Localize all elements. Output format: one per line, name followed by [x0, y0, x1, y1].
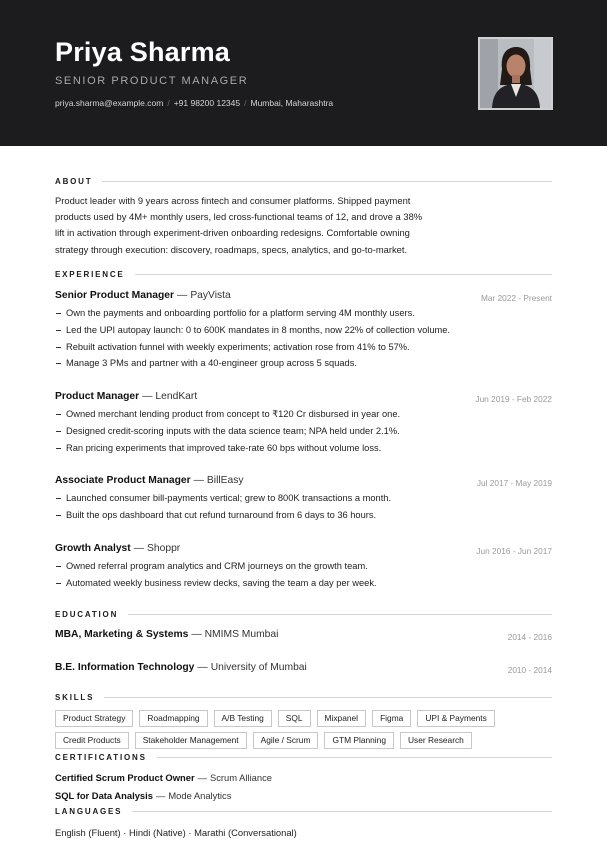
job-company: LendKart — [155, 391, 198, 402]
education-line — [55, 629, 278, 640]
section-languages-heading — [55, 805, 552, 817]
dash-separator: — — [155, 790, 166, 801]
skill-chip: Agile / Scrum — [253, 732, 319, 749]
section-label: CERTIFICATIONS — [55, 752, 147, 762]
education-degree: B.E. Information Technology — [55, 662, 195, 673]
job-role: Senior Product Manager — [55, 290, 175, 301]
dash-separator: — — [197, 662, 208, 673]
certification-line — [55, 790, 231, 801]
education-line — [55, 662, 307, 673]
list-item: Launched consumer bill-payments vertical; grew to 800K transactions a month. — [55, 490, 552, 507]
education-school: NMIMS Mumbai — [204, 629, 279, 640]
education-dates: 2014 - 2016 — [507, 632, 552, 642]
list-item: Owned merchant lending product from concept to ₹120 Cr disbursed in year one. — [55, 406, 552, 423]
job-bullets — [55, 305, 552, 372]
section-label: EXPERIENCE — [55, 269, 125, 279]
skill-chip: SQL — [278, 710, 311, 727]
skill-chip: A/B Testing — [214, 710, 272, 727]
contact-line — [55, 98, 333, 108]
contact-separator: / — [244, 98, 247, 108]
job-company: Shoppr — [147, 543, 181, 554]
certification-org: Scrum Alliance — [209, 772, 272, 783]
section-about-heading — [55, 175, 552, 187]
profile-photo — [478, 37, 553, 110]
skill-chip: Mixpanel — [317, 710, 367, 727]
education-degree: MBA, Marketing & Systems — [55, 629, 189, 640]
section-education-heading — [55, 608, 552, 620]
candidate-title: SENIOR PRODUCT MANAGER — [55, 75, 249, 87]
contact-phone[interactable]: +91 98200 12345 — [173, 98, 241, 108]
job-role: Growth Analyst — [55, 543, 131, 554]
certification-name: Certified Scrum Product Owner — [55, 772, 195, 783]
skill-chip: Product Strategy — [55, 710, 133, 727]
list-item: Owned referral program analytics and CRM journeys on the growth team. — [55, 558, 552, 575]
skills-list — [55, 710, 555, 749]
job-dates: Jun 2019 - Feb 2022 — [475, 394, 552, 404]
list-item: Ran pricing experiments that improved take-rate 60 bps without volume loss. — [55, 440, 552, 457]
education-dates: 2010 - 2014 — [507, 665, 552, 675]
certification-line — [55, 772, 272, 783]
section-divider — [104, 697, 552, 698]
job-dates: Jul 2017 - May 2019 — [476, 478, 552, 488]
contact-email[interactable]: priya.sharma@example.com — [55, 98, 164, 108]
job-title-line — [55, 475, 244, 486]
candidate-name: Priya Sharma — [55, 37, 230, 67]
resume-header — [0, 0, 607, 146]
job-title-line — [55, 290, 231, 301]
job-dates: Jun 2016 - Jun 2017 — [476, 546, 552, 556]
job-company: PayVista — [190, 290, 231, 301]
skill-chip: Figma — [372, 710, 411, 727]
section-skills-heading — [55, 691, 552, 703]
section-divider — [135, 274, 552, 275]
contact-separator: / — [167, 98, 170, 108]
skill-chip: Stakeholder Management — [135, 732, 247, 749]
job-role: Associate Product Manager — [55, 475, 191, 486]
job-title-line — [55, 543, 180, 554]
section-certifications-heading — [55, 751, 552, 763]
section-experience-heading — [55, 268, 552, 280]
section-label: SKILLS — [55, 692, 95, 702]
section-label: LANGUAGES — [55, 806, 123, 816]
list-item: Designed credit-scoring inputs with the data science team; NPA held under 2.1%. — [55, 423, 552, 440]
languages-list: English (Fluent) · Hindi (Native) · Marathi (Conversational) — [55, 827, 297, 838]
about-summary: Product leader with 9 years across fintech and consumer platforms. Shipped payment products used by 4M+ monthly users, led cross-functional teams of 12, and drove a 38% lift in activation through experiment-driven onboarding redesigns. Comfortable owning strategy through execution: discovery, roadmaps, specs, analytics, and go-to-market. — [55, 195, 423, 255]
skill-chip: User Research — [400, 732, 472, 749]
skill-chip: Roadmapping — [139, 710, 207, 727]
skill-chip: GTM Planning — [324, 732, 394, 749]
dash-separator: — — [133, 543, 145, 554]
education-school: University of Mumbai — [210, 662, 307, 673]
certification-name: SQL for Data Analysis — [55, 790, 153, 801]
list-item: Manage 3 PMs and partner with a 40-engineer group across 5 squads. — [55, 355, 552, 372]
job-bullets — [55, 558, 552, 592]
section-label: ABOUT — [55, 176, 93, 186]
job-dates: Mar 2022 - Present — [480, 293, 552, 303]
section-divider — [132, 811, 552, 812]
dash-separator: — — [193, 475, 204, 486]
portrait-photo-icon — [480, 39, 551, 108]
dash-separator: — — [142, 391, 153, 402]
contact-location: Mumbai, Maharashtra — [250, 98, 334, 108]
job-bullets — [55, 490, 552, 524]
list-item: Automated weekly business review decks, saving the team a day per week. — [55, 575, 552, 592]
list-item: Led the UPI autopay launch: 0 to 600K mandates in 8 months, now 22% of collection volume. — [55, 322, 552, 339]
section-divider — [157, 757, 552, 758]
dash-separator: — — [191, 629, 202, 640]
skill-chip: Credit Products — [55, 732, 129, 749]
job-company: BillEasy — [206, 475, 244, 486]
section-label: EDUCATION — [55, 609, 119, 619]
section-divider — [102, 181, 552, 182]
skill-chip: UPI & Payments — [417, 710, 494, 727]
job-title-line — [55, 391, 197, 402]
job-role: Product Manager — [55, 391, 140, 402]
list-item: Own the payments and onboarding portfolio for a platform serving 4M monthly users. — [55, 305, 552, 322]
list-item: Rebuilt activation funnel with weekly experiments; activation rose from 41% to 57%. — [55, 339, 552, 356]
list-item: Built the ops dashboard that cut refund turnaround from 6 days to 36 hours. — [55, 507, 552, 524]
certification-org: Mode Analytics — [168, 790, 232, 801]
dash-separator: — — [197, 772, 207, 783]
dash-separator: — — [177, 290, 188, 301]
section-divider — [128, 614, 552, 615]
job-bullets — [55, 406, 552, 456]
